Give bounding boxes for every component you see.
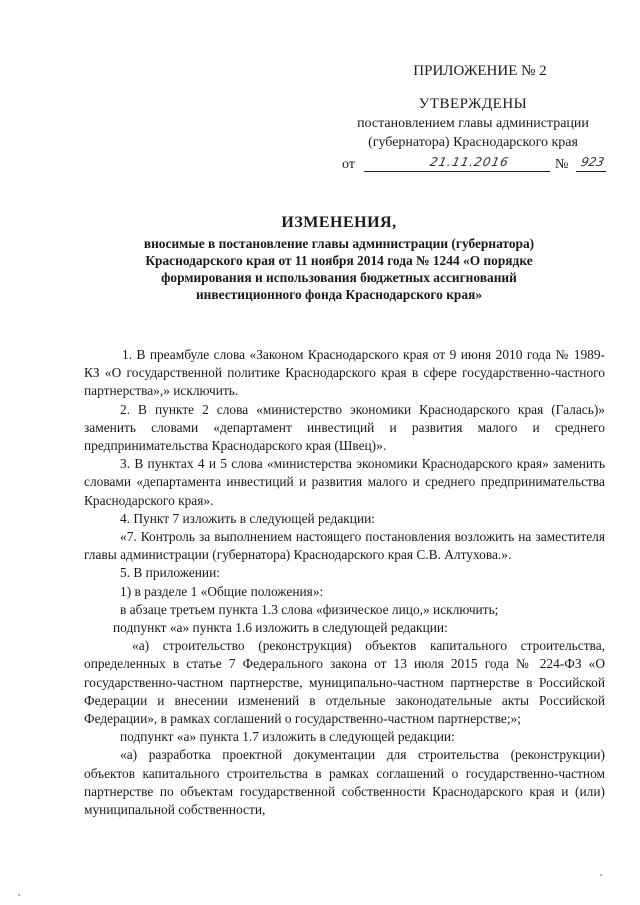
- scan-speck: [18, 894, 20, 896]
- title-line-4: инвестиционного фонда Краснодарского края»: [195, 287, 483, 302]
- title-line-3: формирования и использования бюджетных ассигнований: [161, 270, 517, 285]
- approval-line-2: (губернатора) Краснодарского края: [368, 135, 578, 150]
- paragraph-1: 1. В преамбуле слова «Законом Краснодарского края от 9 июня 2010 года № 1989-КЗ «О государственной политике Краснодарского края в сфере государственно-частного партнерства»,» исключить.: [84, 347, 605, 399]
- paragraph-11: подпункт «а» пункта 1.7 изложить в следующей редакции:: [120, 729, 455, 745]
- approval-block: [338, 62, 608, 175]
- paragraph-7: 1) в разделе 1 «Общие положения»:: [120, 583, 324, 599]
- approved-label: УТВЕРЖДЕНЫ: [418, 96, 528, 112]
- paragraph-2: 2. В пункте 2 слова «министерство экономики Краснодарского края (Галась)» заменить словами «департамент инвестиций и развития малого и среднего предпринимательства Краснодарского края (Швец)».: [84, 401, 605, 454]
- number-prefix: №: [555, 157, 569, 172]
- appendix-label: ПРИЛОЖЕНИЕ № 2: [413, 63, 547, 79]
- paragraph-5: «7. Контроль за выполнением настоящего постановления возложить на заместителя главы администрации (губернатора) Краснодарского края С.В. Алтухова.».: [84, 529, 605, 563]
- approval-line-1: постановлением главы администрации: [357, 116, 589, 131]
- date-number-line: [338, 153, 608, 175]
- document-title: [96, 214, 582, 303]
- title-line-2: Краснодарского края от 11 ноября 2014 года № 1244 «О порядке: [145, 253, 533, 268]
- title-heading: ИЗМЕНЕНИЯ,: [281, 214, 397, 231]
- title-line-1: вносимые в постановление главы администрации (губернатора): [143, 236, 535, 251]
- paragraph-6: 5. В приложении:: [120, 565, 220, 581]
- document-body: [84, 346, 605, 819]
- scan-speck: [600, 874, 602, 876]
- date-prefix: от: [342, 157, 355, 172]
- paragraph-9: подпункт «а» пункта 1.6 изложить в следующей редакции:: [113, 620, 448, 636]
- paragraph-8: в абзаце третьем пункта 1.3 слова «физическое лицо,» исключить;: [120, 601, 499, 617]
- paragraph-10: «а) строительство (реконструкция) объектов капитального строительства, определенных в статье 7 Федерального закона от 13 июля 2015 года № 224-ФЗ «О государственно-частном партнерстве, муниципально-частном партнерстве в Российской Федерации и внесении изменений в отдельные законодательные акты Российской Федерации», в рамках соглашений о государственно-частном партнерстве;»;: [84, 638, 605, 727]
- paragraph-3: 3. В пунктах 4 и 5 слова «министерства экономики Краснодарского края» заменить словами «департамента инвестиций и развития малого и среднего предпринимательства Краснодарского края».: [84, 456, 605, 508]
- handwritten-date: 21.11.2016: [428, 155, 511, 169]
- paragraph-12: «а) разработка проектной документации для строительства (реконструкции) объектов капитального строительства в рамках соглашений о государственно-частном партнерстве по объектам государственной собственности Краснодарского края и (или) муниципальной собственности,: [84, 747, 605, 818]
- paragraph-4: 4. Пункт 7 изложить в следующей редакции:: [120, 510, 376, 526]
- handwritten-number: 923: [579, 155, 606, 169]
